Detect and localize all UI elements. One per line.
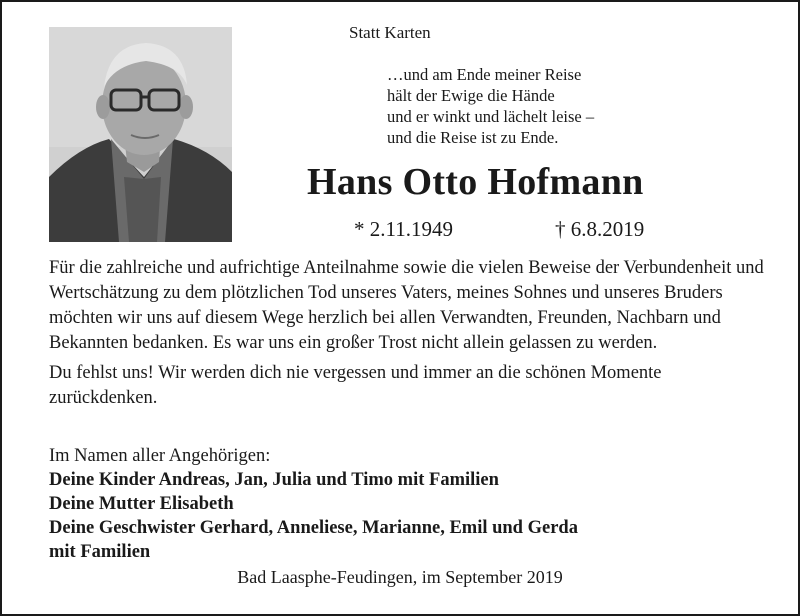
signatory: Deine Kinder Andreas, Jan, Julia und Timo mit Familien bbox=[49, 470, 499, 490]
poem-line: und er winkt und lächelt leise – bbox=[387, 107, 595, 126]
deceased-name: Hans Otto Hofmann bbox=[307, 161, 644, 203]
paragraph: Du fehlst uns! Wir werden dich nie vergessen und immer an die schönen Momente zurückdenken. bbox=[49, 363, 662, 408]
intro-text: Statt Karten bbox=[349, 23, 431, 42]
poem-line: …und am Ende meiner Reise bbox=[387, 65, 582, 84]
poem-line: und die Reise ist zu Ende. bbox=[387, 128, 559, 147]
signatory: Deine Mutter Elisabeth bbox=[49, 494, 234, 514]
poem bbox=[387, 64, 594, 148]
signatory: mit Familien bbox=[49, 542, 151, 562]
signatory: Deine Geschwister Gerhard, Anneliese, Marianne, Emil und Gerda bbox=[49, 518, 578, 538]
thanks-text bbox=[49, 256, 769, 416]
paragraph: Für die zahlreiche und aufrichtige Anteilnahme sowie die vielen Beweise der Verbundenheit und Wertschätzung zu dem plötzlichen Tod unseres Vaters, meines Sohnes und unseres Bruders möchten wir uns auf diesem Wege herzlich bei allen Verwandten, Freunden, Nachbarn und Bekannten bedanken. Es war uns ein großer Trost nicht allein gelassen zu werden. bbox=[49, 258, 764, 353]
signature-block bbox=[49, 444, 769, 564]
place-date: Bad Laasphe-Feudingen, im September 2019 bbox=[237, 567, 563, 587]
signature-intro: Im Namen aller Angehörigen: bbox=[49, 446, 271, 466]
portrait-photo bbox=[49, 27, 232, 242]
poem-line: hält der Ewige die Hände bbox=[387, 86, 555, 105]
birth-date: * 2.11.1949 bbox=[354, 217, 453, 241]
death-date: † 6.8.2019 bbox=[555, 217, 645, 241]
